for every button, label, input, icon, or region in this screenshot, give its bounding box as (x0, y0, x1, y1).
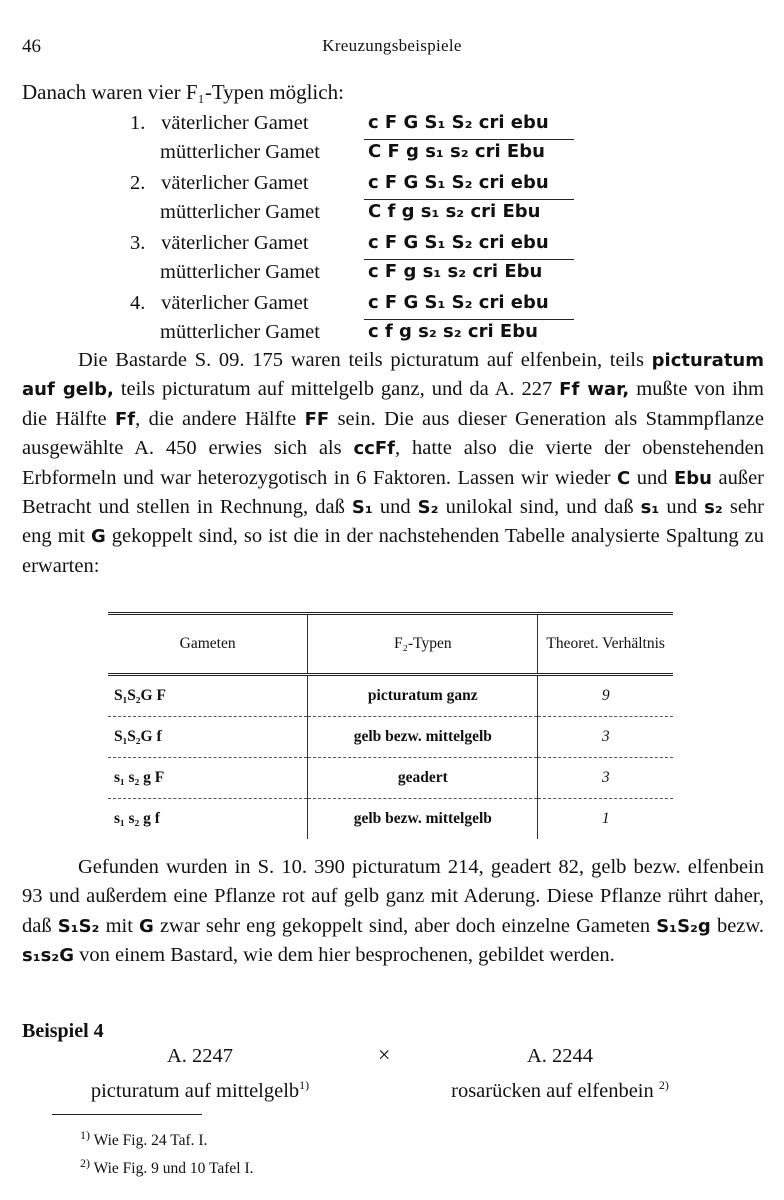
text-run: bezw. (710, 914, 764, 937)
text-run: sehr eng mit (22, 496, 765, 548)
cell-type: gelb bezw. mittelgelb (308, 717, 538, 758)
mother-gamete-row (160, 317, 538, 347)
cross-symbol: × (378, 1042, 391, 1067)
mother-formula: C f g s₁ s₂ cri Ebu (368, 201, 541, 222)
cell-gameten: S₁S₂G f (108, 717, 308, 758)
text-run: und (659, 496, 705, 519)
footnote-text: Wie Fig. 24 Taf. I. (93, 1132, 208, 1150)
text-run: mit (99, 914, 140, 937)
body-paragraph (22, 346, 764, 581)
bold-run: s₂ (704, 497, 723, 519)
header-ratio: Theoret. Verhältnis (538, 615, 673, 675)
mother-formula: C F g s₁ s₂ cri Ebu (368, 141, 545, 162)
cell-type: geadert (308, 758, 538, 799)
footnote (80, 1152, 253, 1180)
cell-ratio: 3 (538, 758, 673, 799)
text-run: unilokal sind, und daß (438, 496, 641, 519)
text-run: , die andere Hälfte (135, 407, 305, 430)
cell-gameten: s₁ s₂ g F (108, 758, 308, 799)
bold-run: FF (304, 408, 330, 430)
father-gamete-row (130, 228, 549, 258)
father-label: väterlicher Gamet (161, 232, 309, 254)
pair-number: 3. (130, 232, 146, 254)
father-gamete-row (130, 288, 549, 318)
gamete-pair (130, 288, 590, 348)
father-label: väterlicher Gamet (161, 292, 309, 314)
left-parent-id: A. 2247 (166, 1045, 234, 1067)
cell-type: picturatum ganz (308, 675, 538, 717)
father-formula: c F G S₁ S₂ cri ebu (368, 172, 549, 193)
right-parent-desc: rosarücken auf elfenbein (451, 1079, 654, 1102)
father-formula: c F G S₁ S₂ cri ebu (368, 232, 549, 253)
text-run: Gefunden wurden in S. 10. 390 picturatum 214, geadert 82, gelb bezw. elfenbein 93 und außerdem eine Pflanze rot auf gelb ganz mit Aderung. Diese Pflanze rührt daher, daß (22, 856, 764, 937)
mother-label: mütterlicher Gamet (160, 201, 320, 223)
footnote-ref-2[interactable]: 2) (658, 1078, 669, 1092)
bold-run: s₁s₂G (22, 945, 74, 967)
bold-run: picturatum auf gelb, (22, 350, 764, 401)
mother-gamete-row (160, 257, 543, 287)
table-header-row (108, 615, 673, 675)
bold-run: Ff (115, 408, 136, 430)
mother-formula: c F g s₁ s₂ cri Ebu (368, 261, 543, 282)
father-gamete-row (130, 168, 549, 198)
cross-formula (60, 1042, 720, 1102)
page-number: 46 (22, 36, 41, 57)
mother-formula: c f g s₂ s₂ cri Ebu (368, 321, 538, 342)
cell-gameten: s₁ s₂ g f (108, 799, 308, 840)
text-run: sein. Die aus dieser Generation als Stammpflanze ausgewählte A. 450 erwies sich als (22, 407, 765, 460)
bold-run: C (617, 467, 631, 489)
table-row (108, 675, 673, 717)
table-row (108, 799, 673, 840)
cell-ratio: 9 (538, 675, 673, 717)
cell-type: gelb bezw. mittelgelb (308, 799, 538, 840)
text-run: von einem Bastard, wie dem hier besprochenen, gebildet werden. (73, 944, 615, 967)
text-run: außer Betracht und stellen in Rechnung, daß (22, 466, 765, 519)
mother-gamete-row (160, 137, 545, 167)
text-run: gekoppelt sind, so ist die in der nachstehenden Tabelle analysierte Spaltung zu erwarten: (22, 525, 764, 577)
text-run: Die Bastarde S. 09. 175 waren teils picturatum auf elfenbein, teils (78, 349, 652, 371)
mother-gamete-row (160, 197, 541, 227)
text-run: , hatte also die vierte der obenstehenden Erbformeln und war heterozygotisch in 6 Faktoren. Lassen wir wieder (22, 437, 764, 489)
bold-run: Ebu (673, 467, 712, 489)
footnote-rule (52, 1114, 202, 1115)
cell-ratio: 1 (538, 799, 673, 840)
intro-line: Danach waren vier F₁-Typen möglich: (22, 80, 344, 104)
header-f2-types: F₂-Typen (308, 615, 538, 675)
footnote-mark: 2) (80, 1156, 90, 1171)
header-gameten: Gameten (108, 615, 308, 675)
right-parent-id: A. 2244 (526, 1045, 594, 1067)
gamete-pair (130, 168, 590, 228)
right-parent (420, 1042, 700, 1106)
footnote-ref-1[interactable]: 1) (299, 1078, 310, 1092)
mother-label: mütterlicher Gamet (160, 261, 320, 283)
cell-gameten: S₁S₂G F (114, 687, 166, 704)
table-row (108, 717, 673, 758)
bold-run: S₁S₂g (656, 915, 711, 937)
father-gamete-row (130, 108, 549, 138)
running-title: Kreuzungsbeispiele (322, 36, 462, 55)
footnote (80, 1124, 253, 1152)
segregation-table-grid (108, 615, 673, 839)
left-parent-desc-line (60, 1071, 340, 1106)
bold-run: G (90, 526, 106, 548)
bold-run: Ff war, (559, 379, 630, 401)
example-heading: Beispiel 4 (22, 1020, 104, 1042)
bold-run: G (139, 915, 154, 937)
text-run: und (630, 466, 674, 489)
pair-number: 1. (130, 112, 146, 134)
bold-run: ccFf (353, 438, 395, 460)
gamete-pair (130, 108, 590, 168)
father-label: väterlicher Gamet (161, 172, 309, 194)
footnote-mark: 1) (80, 1128, 90, 1142)
left-parent-desc: picturatum auf mittelgelb (90, 1079, 300, 1102)
pair-number: 2. (130, 172, 146, 194)
text-run: mußte von ihm die Hälfte (22, 378, 764, 430)
father-label: väterlicher Gamet (161, 112, 309, 134)
text-run: teils picturatum auf mittelgelb ganz, und da A. 227 (113, 378, 560, 401)
right-parent-desc-line (420, 1071, 700, 1106)
pair-number: 4. (130, 292, 146, 314)
footnotes (80, 1124, 253, 1180)
bold-run: S₁ (351, 497, 373, 519)
table-row (108, 758, 673, 799)
mother-label: mütterlicher Gamet (160, 321, 320, 343)
body-paragraph (22, 853, 764, 971)
bold-run: S₂ (417, 497, 439, 519)
father-formula: c F G S₁ S₂ cri ebu (368, 112, 549, 133)
father-formula: c F G S₁ S₂ cri ebu (368, 292, 549, 313)
bold-run: s₁ (640, 497, 660, 519)
text-run: zwar sehr eng gekoppelt sind, aber doch einzelne Gameten (153, 914, 657, 937)
mother-label: mütterlicher Gamet (160, 141, 320, 163)
footnote-text: Wie Fig. 9 und 10 Tafel I. (93, 1160, 254, 1178)
left-parent (60, 1042, 340, 1106)
text-run: und (372, 496, 418, 519)
segregation-table (108, 612, 673, 839)
bold-run: S₁S₂ (57, 915, 100, 937)
gamete-pair (130, 228, 590, 288)
page-header (22, 36, 762, 60)
gamete-list (130, 108, 590, 348)
cell-ratio: 3 (538, 717, 673, 758)
